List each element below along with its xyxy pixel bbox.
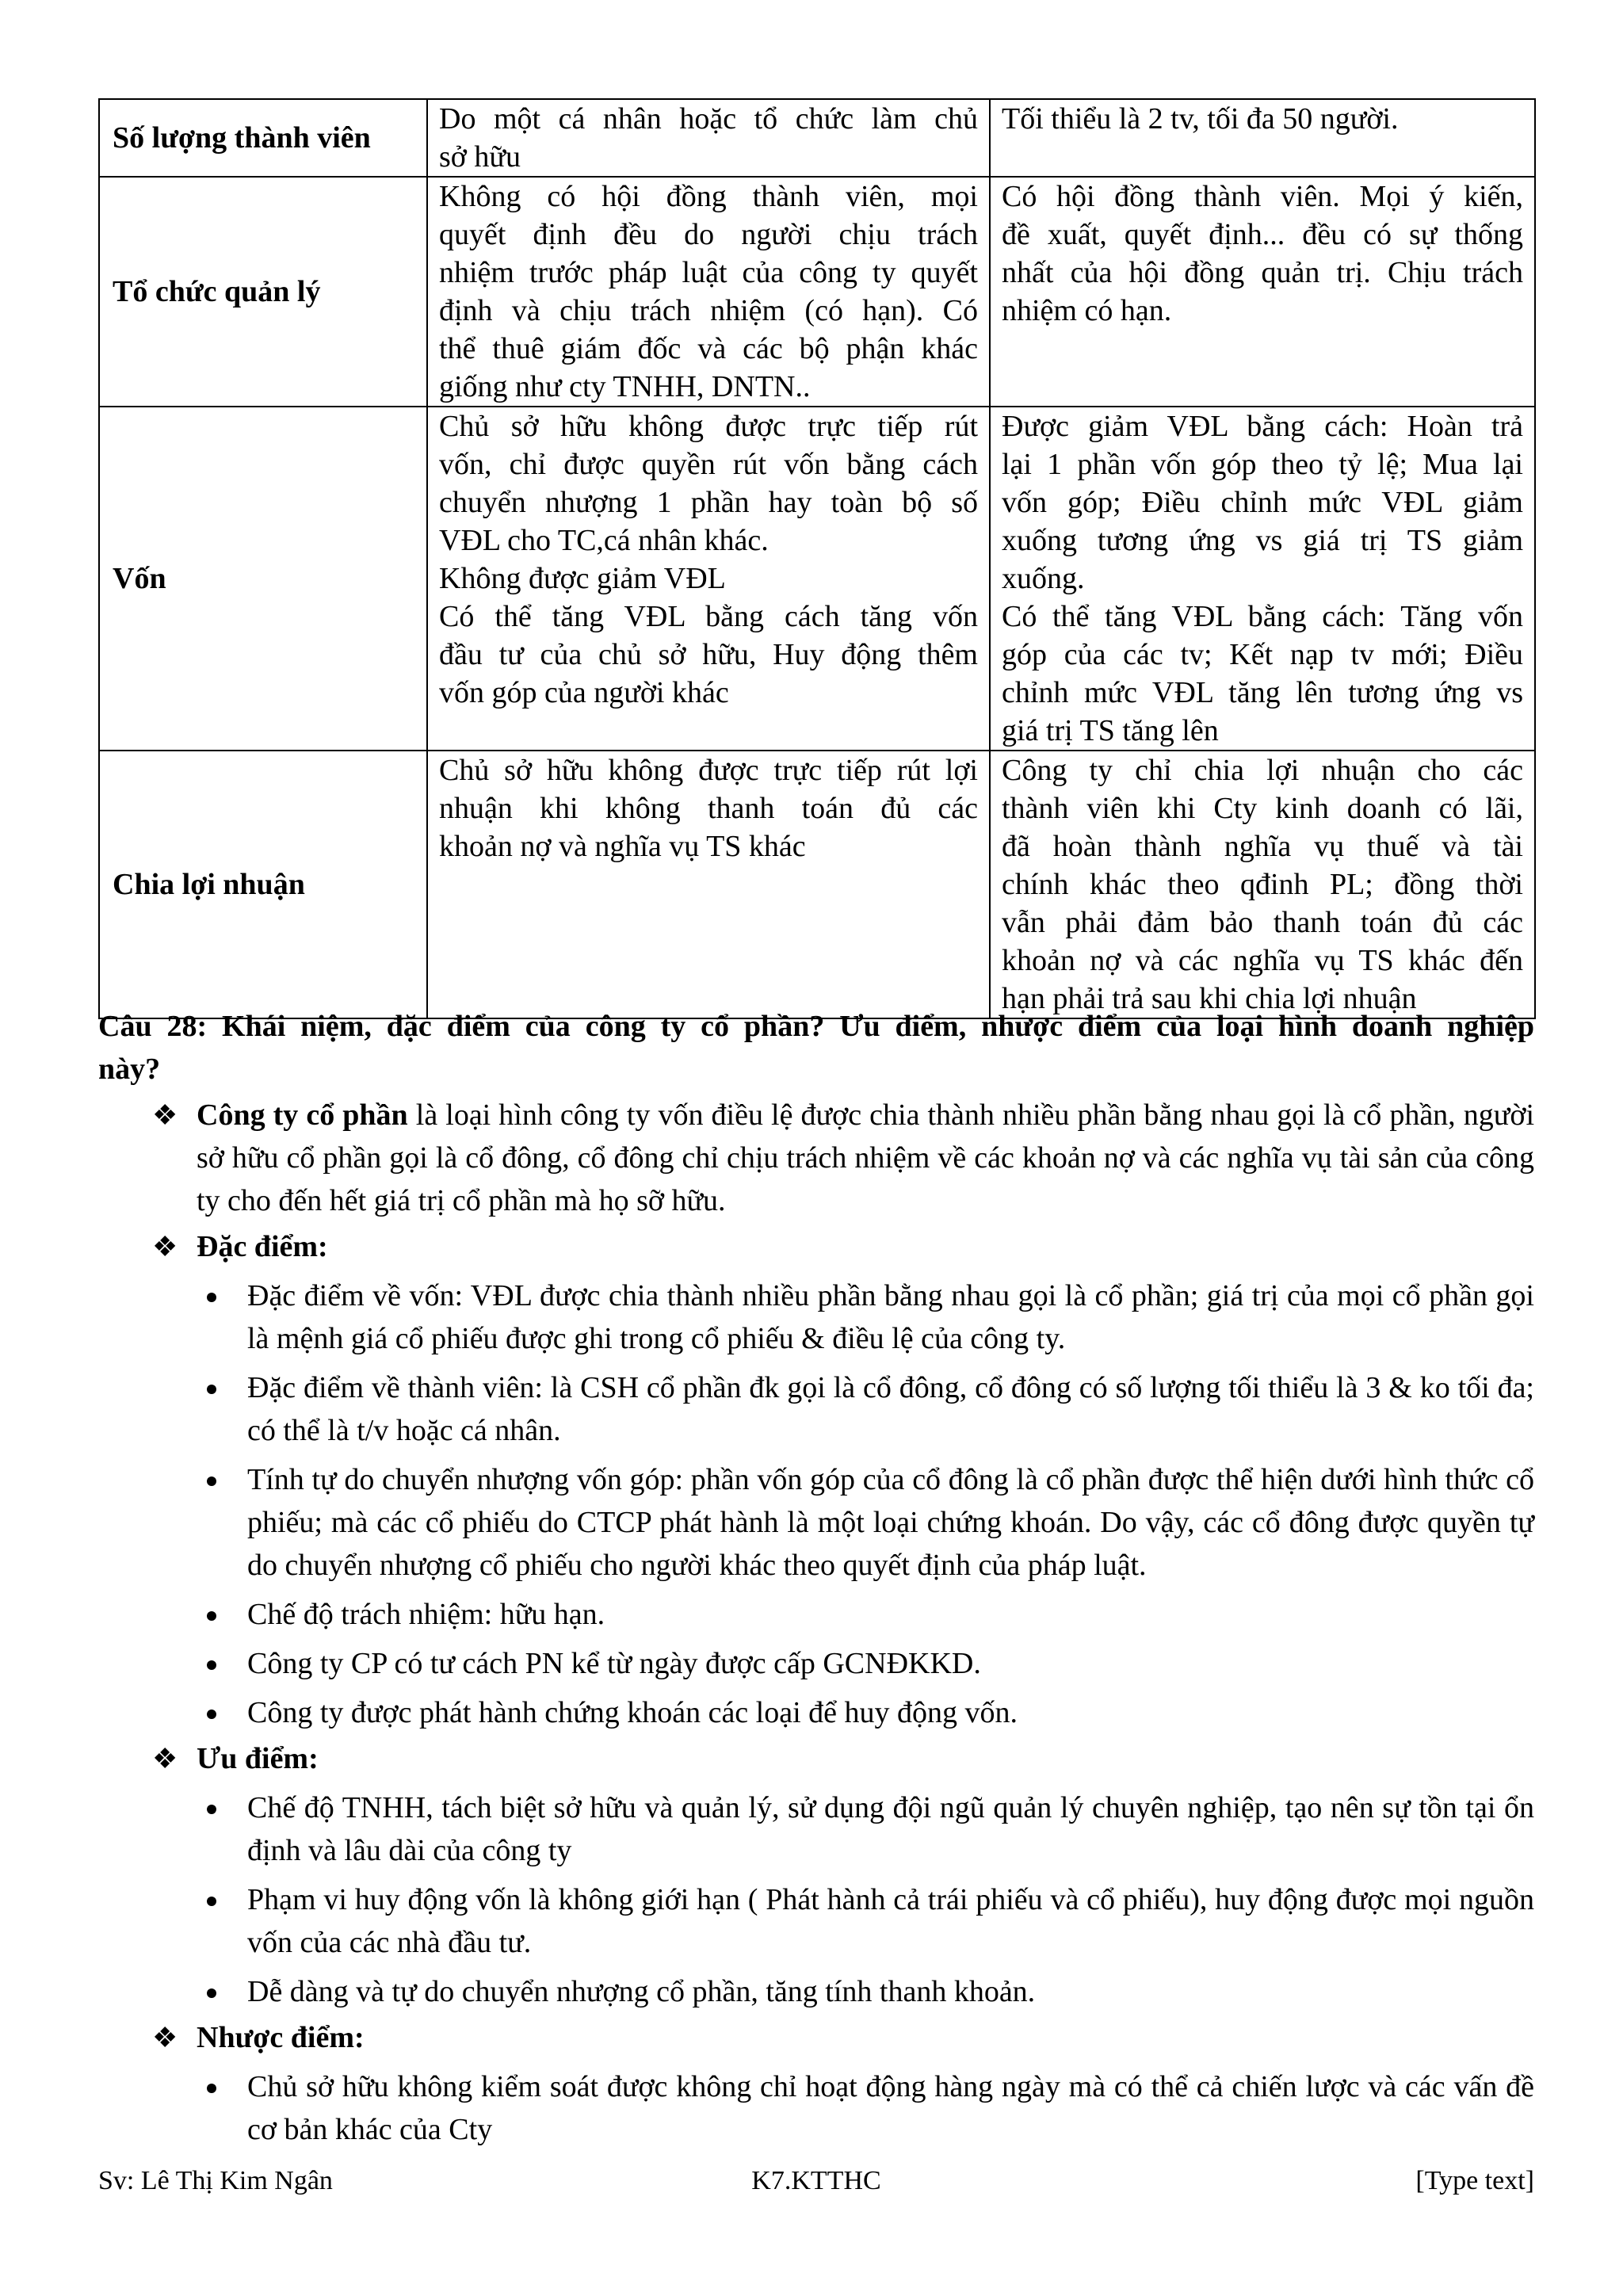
table-cell: Không có hội đồng thành viên, mọi quyết định đều do người chịu trách nhiệm trước pháp luật của công ty quyết định và chịu trách nhiệm (có hạn). Có thể thuê giám đốc và các bộ phận khác giống như cty TNHH, DNTN.. — [427, 177, 990, 407]
row-header: Tổ chức quản lý — [99, 177, 427, 407]
list-item: Chủ sở hữu không kiểm soát được không chỉ hoạt động hàng ngày mà có thể cả chiến lược và các vấn đề cơ bản khác của Cty — [98, 2065, 1534, 2151]
list-item: Tính tự do chuyển nhượng vốn góp: phần vốn góp của cổ đông là cổ phần được thể hiện dưới hình thức cổ phiếu; mà các cổ phiếu do CTCP phát hành là một loại chứng khoán. Do vậy, các cổ đông được quyền tự do chuyển nhượng cổ phiếu cho người khác theo quyết định của pháp luật. — [98, 1458, 1534, 1587]
table-row-capital — [99, 407, 1535, 751]
list-item: Công ty CP có tư cách PN kể từ ngày được cấp GCNĐKKD. — [98, 1642, 1534, 1685]
section-heading-features: ❖ Đặc điểm: — [98, 1225, 1534, 1268]
table-cell: Công ty chỉ chia lợi nhuận cho các thành viên khi Cty kinh doanh có lãi, đã hoàn thành nghĩa vụ thuế và tài chính khác theo qđinh PL; đồng thời vẫn phải đảm bảo thanh toán đủ các khoản nợ và các nghĩa vụ TS khác đến hạn phải trả sau khi chia lợi nhuận — [990, 751, 1535, 1018]
table-row-management — [99, 177, 1535, 407]
list-item: Chế độ TNHH, tách biệt sở hữu và quản lý, sử dụng đội ngũ quản lý chuyên nghiệp, tạo nên sự tồn tại ổn định và lâu dài của công ty — [98, 1786, 1534, 1872]
list-item: Dễ dàng và tự do chuyển nhượng cổ phần, tăng tính thanh khoản. — [98, 1970, 1534, 2013]
row-header: Số lượng thành viên — [99, 99, 427, 177]
list-item: Đặc điểm về vốn: VĐL được chia thành nhiều phần bằng nhau gọi là cổ phần; giá trị của mọi cổ phần gọi là mệnh giá cổ phiếu được ghi trong cổ phiếu & điều lệ của công ty. — [98, 1274, 1534, 1360]
document-body — [98, 1005, 1534, 2151]
table-cell: Do một cá nhân hoặc tổ chức làm chủ sở hữu — [427, 99, 990, 177]
round-bullet-icon — [207, 1660, 216, 1670]
diamond-flower-bullet-icon: ❖ — [152, 1099, 178, 1131]
table-row-profit — [99, 751, 1535, 1018]
table-cell: Chủ sở hữu không được trực tiếp rút vốn, chỉ được quyền rút vốn bằng cách chuyển nhượng 1 phần hay toàn bộ số VĐL cho TC,cá nhân khác. Không được giảm VĐL Có thể tăng VĐL bằng cách tăng vốn đầu tư của chủ sở hữu, Huy động thêm vốn góp của người khác — [427, 407, 990, 751]
round-bullet-icon — [207, 2084, 216, 2093]
table-cell: Tối thiểu là 2 tv, tối đa 50 người. — [990, 99, 1535, 177]
round-bullet-icon — [207, 1611, 216, 1621]
page-footer — [98, 2162, 1534, 2200]
section-heading-disadvantages: ❖ Nhược điểm: — [98, 2016, 1534, 2059]
round-bullet-icon — [207, 1897, 216, 1906]
round-bullet-icon — [207, 1477, 216, 1486]
round-bullet-icon — [207, 1988, 216, 1998]
table-row-members — [99, 99, 1535, 177]
round-bullet-icon — [207, 1293, 216, 1302]
definition-paragraph: ❖ Công ty cổ phần là loại hình công ty vốn điều lệ được chia thành nhiều phần bằng nhau gọi là cổ phần, người sở hữu cổ phần gọi là cổ đông, cổ đông chỉ chịu trách nhiệm về các khoản nợ và các nghĩa vụ tài sản của công ty cho đến hết giá trị cổ phần mà họ sỡ hữu. — [98, 1094, 1534, 1222]
footer-class-code: K7.KTTHC — [751, 2166, 881, 2195]
footer-student-name: Sv: Lê Thị Kim Ngân — [98, 2166, 333, 2195]
list-item: Công ty được phát hành chứng khoán các loại để huy động vốn. — [98, 1691, 1534, 1734]
row-header: Vốn — [99, 407, 427, 751]
footer-placeholder: [Type text] — [1415, 2166, 1534, 2195]
round-bullet-icon — [207, 1385, 216, 1394]
table-cell: Chủ sở hữu không được trực tiếp rút lợi nhuận khi không thanh toán đủ các khoản nợ và nghĩa vụ TS khác — [427, 751, 990, 1018]
diamond-flower-bullet-icon: ❖ — [152, 1231, 178, 1263]
diamond-flower-bullet-icon: ❖ — [152, 1743, 178, 1775]
list-item: Phạm vi huy động vốn là không giới hạn ( Phát hành cả trái phiếu và cổ phiếu), huy động được mọi nguồn vốn của các nhà đầu tư. — [98, 1878, 1534, 1964]
table-cell: Được giảm VĐL bằng cách: Hoàn trả lại 1 phần vốn góp theo tỷ lệ; Mua lại vốn góp; Điều chỉnh mức VĐL giảm xuống tương ứng vs giá trị TS giảm xuống. Có thể tăng VĐL bằng cách: Tăng vốn góp của các tv; Kết nạp tv mới; Điều chỉnh mức VĐL tăng lên tương ứng vs giá trị TS tăng lên — [990, 407, 1535, 751]
round-bullet-icon — [207, 1710, 216, 1719]
round-bullet-icon — [207, 1805, 216, 1814]
list-item: Chế độ trách nhiệm: hữu hạn. — [98, 1593, 1534, 1636]
section-heading-advantages: ❖ Ưu điểm: — [98, 1737, 1534, 1780]
row-header: Chia lợi nhuận — [99, 751, 427, 1018]
diamond-flower-bullet-icon: ❖ — [152, 2022, 178, 2053]
list-item: Đặc điểm về thành viên: là CSH cổ phần đk gọi là cổ đông, cổ đông có số lượng tối thiểu là 3 & ko tối đa; có thể là t/v hoặc cá nhân. — [98, 1366, 1534, 1452]
comparison-table — [98, 98, 1536, 1019]
question-heading: Câu 28: Khái niệm, đặc điểm của công ty cổ phần? Ưu điểm, nhược điểm của loại hình doanh nghiệp này? — [98, 1010, 1534, 1086]
table-cell: Có hội đồng thành viên. Mọi ý kiến, đề xuất, quyết định... đều có sự thống nhất của hội đồng quản trị. Chịu trách nhiệm có hạn. — [990, 177, 1535, 407]
